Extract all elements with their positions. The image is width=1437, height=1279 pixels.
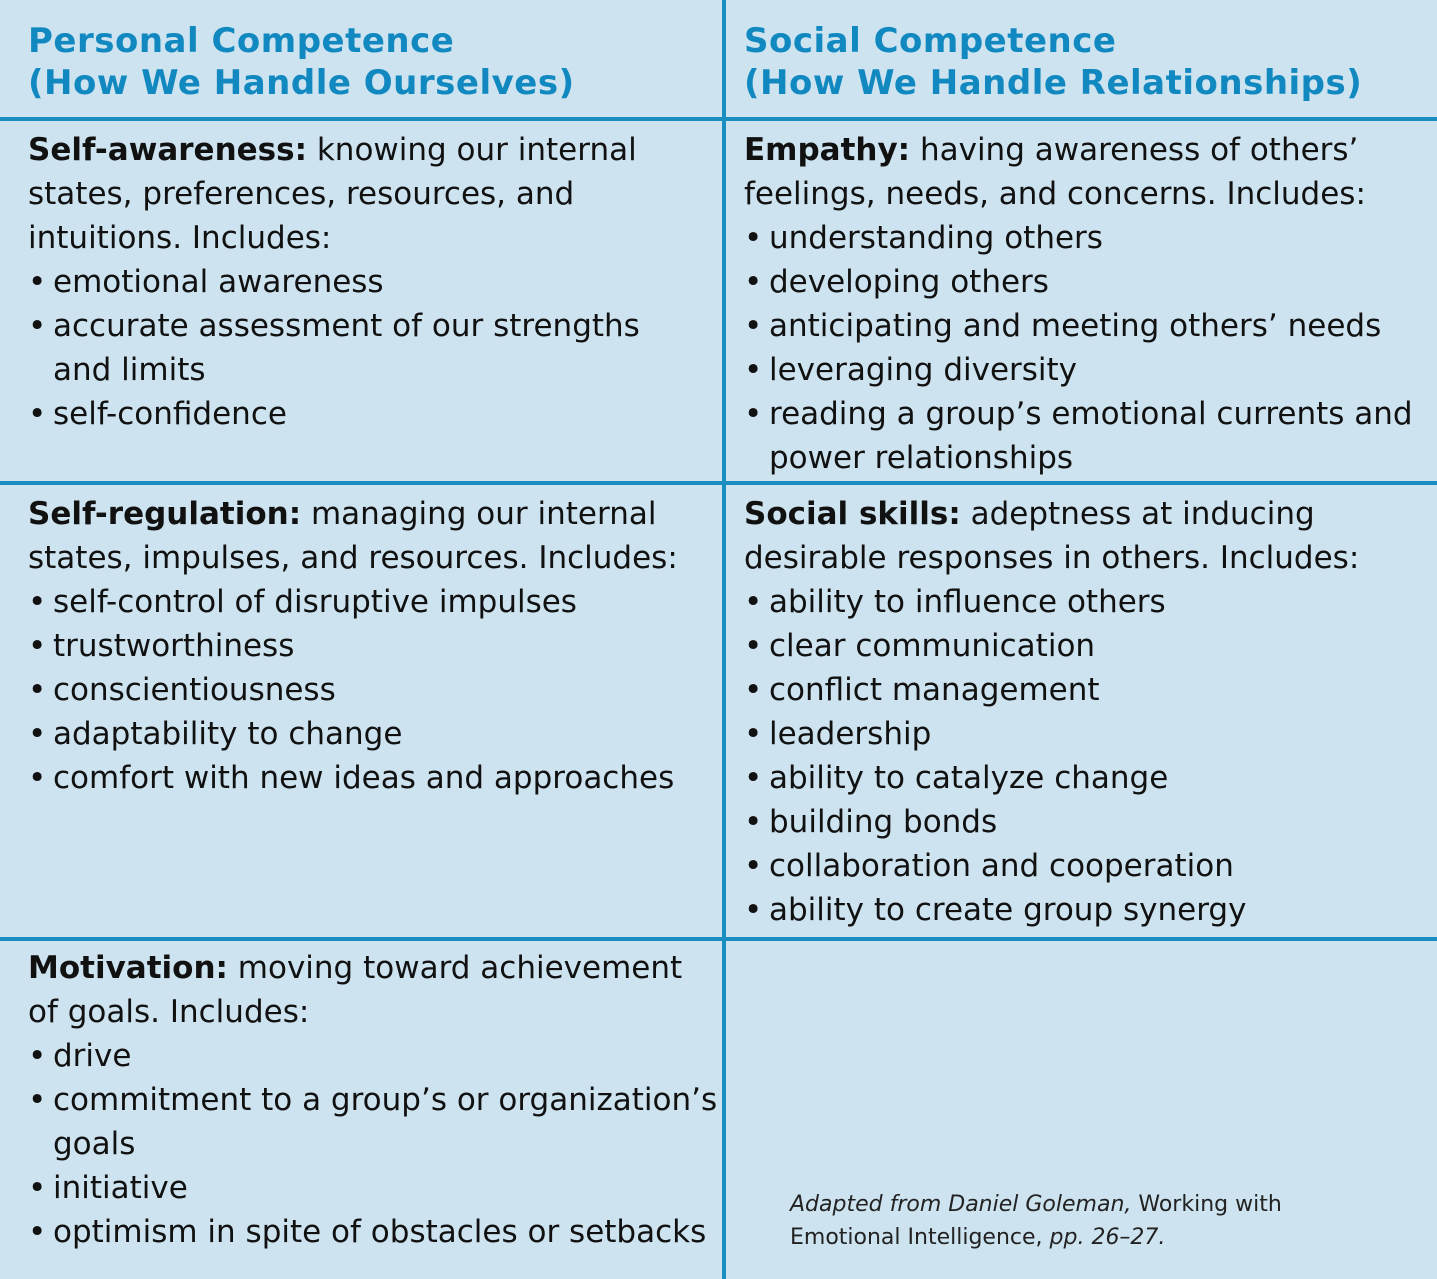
- empathy-definition: [744, 128, 1424, 216]
- list-item: • self-control of disruptive impulses: [28, 580, 708, 624]
- list-item: • emotional awareness: [28, 260, 698, 304]
- list-item: • trustworthiness: [28, 624, 708, 668]
- row-divider-1: [0, 481, 1437, 485]
- cell-social-skills: [744, 492, 1424, 932]
- self-regulation-definition: [28, 492, 708, 580]
- credit-book-title: Working with Emotional Intelligence,: [790, 1192, 1282, 1250]
- self-regulation-list: [28, 580, 708, 800]
- list-item: • building bonds: [744, 800, 1424, 844]
- list-item: • understanding others: [744, 216, 1424, 260]
- list-item: • ability to influence others: [744, 580, 1424, 624]
- list-item: • collaboration and cooperation: [744, 844, 1424, 888]
- list-item: • leadership: [744, 712, 1424, 756]
- social-skills-term: Social skills:: [744, 496, 961, 532]
- list-item: • initiative: [28, 1166, 718, 1210]
- self-awareness-text: knowing our internal states, preferences, resources, and intuitions. Includes:: [28, 132, 637, 256]
- credit-pages: pp. 26–27.: [1042, 1225, 1166, 1250]
- self-awareness-list: [28, 260, 698, 436]
- header-personal-subtitle: (How We Handle Ourselves): [28, 63, 575, 103]
- empathy-term: Empathy:: [744, 132, 911, 168]
- social-skills-text: adeptness at inducing desirable responses in others. Includes:: [744, 496, 1360, 576]
- list-item: • commitment to a group’s or organization’s goals: [28, 1078, 718, 1166]
- list-item: • anticipating and meeting others’ needs: [744, 304, 1424, 348]
- header-social-title: Social Competence: [744, 21, 1117, 61]
- header-social-subtitle: (How We Handle Relationships): [744, 63, 1363, 103]
- cell-motivation: [28, 946, 718, 1254]
- list-item: • adaptability to change: [28, 712, 708, 756]
- list-item: • clear communication: [744, 624, 1424, 668]
- list-item: • developing others: [744, 260, 1424, 304]
- empathy-text: having awareness of others’ feelings, needs, and concerns. Includes:: [744, 132, 1366, 212]
- social-skills-definition: [744, 492, 1424, 580]
- header-personal-competence: [28, 20, 708, 104]
- social-skills-list: [744, 580, 1424, 932]
- list-item: • accurate assessment of our strengths and limits: [28, 304, 698, 392]
- list-item: • ability to catalyze change: [744, 756, 1424, 800]
- list-item: • ability to create group synergy: [744, 888, 1424, 932]
- empathy-list: [744, 216, 1424, 480]
- cell-empathy: [744, 128, 1424, 480]
- list-item: • self-confidence: [28, 392, 698, 436]
- source-credit: [790, 1188, 1370, 1254]
- self-regulation-term: Self-regulation:: [28, 496, 302, 532]
- motivation-term: Motivation:: [28, 950, 228, 986]
- motivation-definition: [28, 946, 718, 1034]
- list-item: • leveraging diversity: [744, 348, 1424, 392]
- list-item: • reading a group’s emotional currents and power relationships: [744, 392, 1424, 480]
- header-personal-title: Personal Competence: [28, 21, 455, 61]
- header-social-competence: [744, 20, 1424, 104]
- self-awareness-term: Self-awareness:: [28, 132, 307, 168]
- self-regulation-text: managing our internal states, impulses, and resources. Includes:: [28, 496, 678, 576]
- cell-self-regulation: [28, 492, 708, 800]
- cell-self-awareness: [28, 128, 698, 436]
- motivation-text: moving toward achievement of goals. Includes:: [28, 950, 683, 1030]
- self-awareness-definition: [28, 128, 698, 260]
- row-divider-2: [0, 937, 1437, 941]
- header-divider: [0, 117, 1437, 121]
- list-item: • optimism in spite of obstacles or setbacks: [28, 1210, 718, 1254]
- motivation-list: [28, 1034, 718, 1254]
- list-item: • conflict management: [744, 668, 1424, 712]
- column-divider: [722, 0, 726, 1279]
- list-item: • comfort with new ideas and approaches: [28, 756, 708, 800]
- list-item: • drive: [28, 1034, 718, 1078]
- credit-prefix: Adapted from Daniel Goleman,: [790, 1192, 1132, 1217]
- list-item: • conscientiousness: [28, 668, 708, 712]
